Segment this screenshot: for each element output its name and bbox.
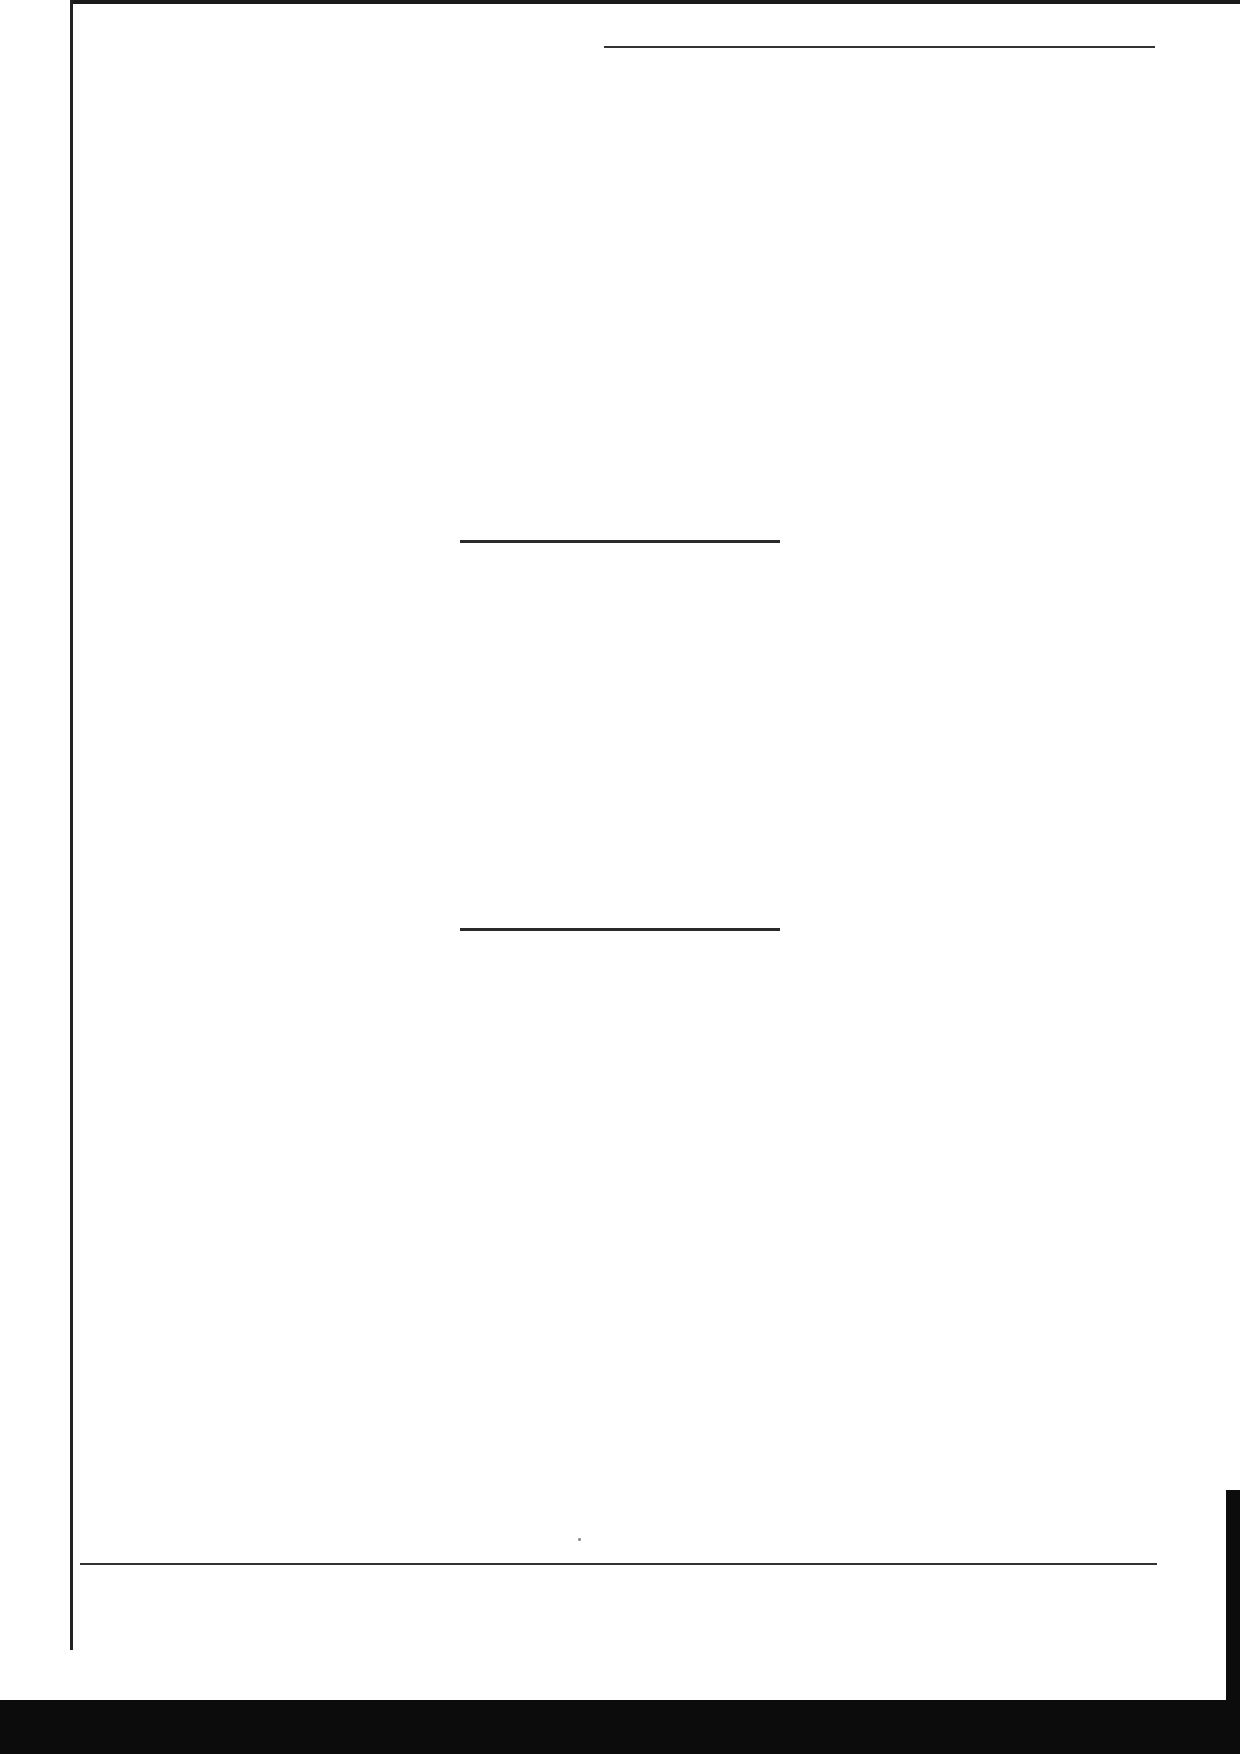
scan-right-band xyxy=(1226,1490,1240,1710)
scan-top-edge xyxy=(70,0,1240,4)
footer-rule xyxy=(80,1563,1157,1565)
header-rule xyxy=(604,46,1155,48)
scan-speck xyxy=(578,1538,581,1541)
scan-left-edge xyxy=(70,0,73,1650)
scan-bottom-band xyxy=(0,1700,1240,1754)
pull-quote-rule-bottom xyxy=(460,928,780,931)
pull-quote-rule-top xyxy=(460,540,780,543)
